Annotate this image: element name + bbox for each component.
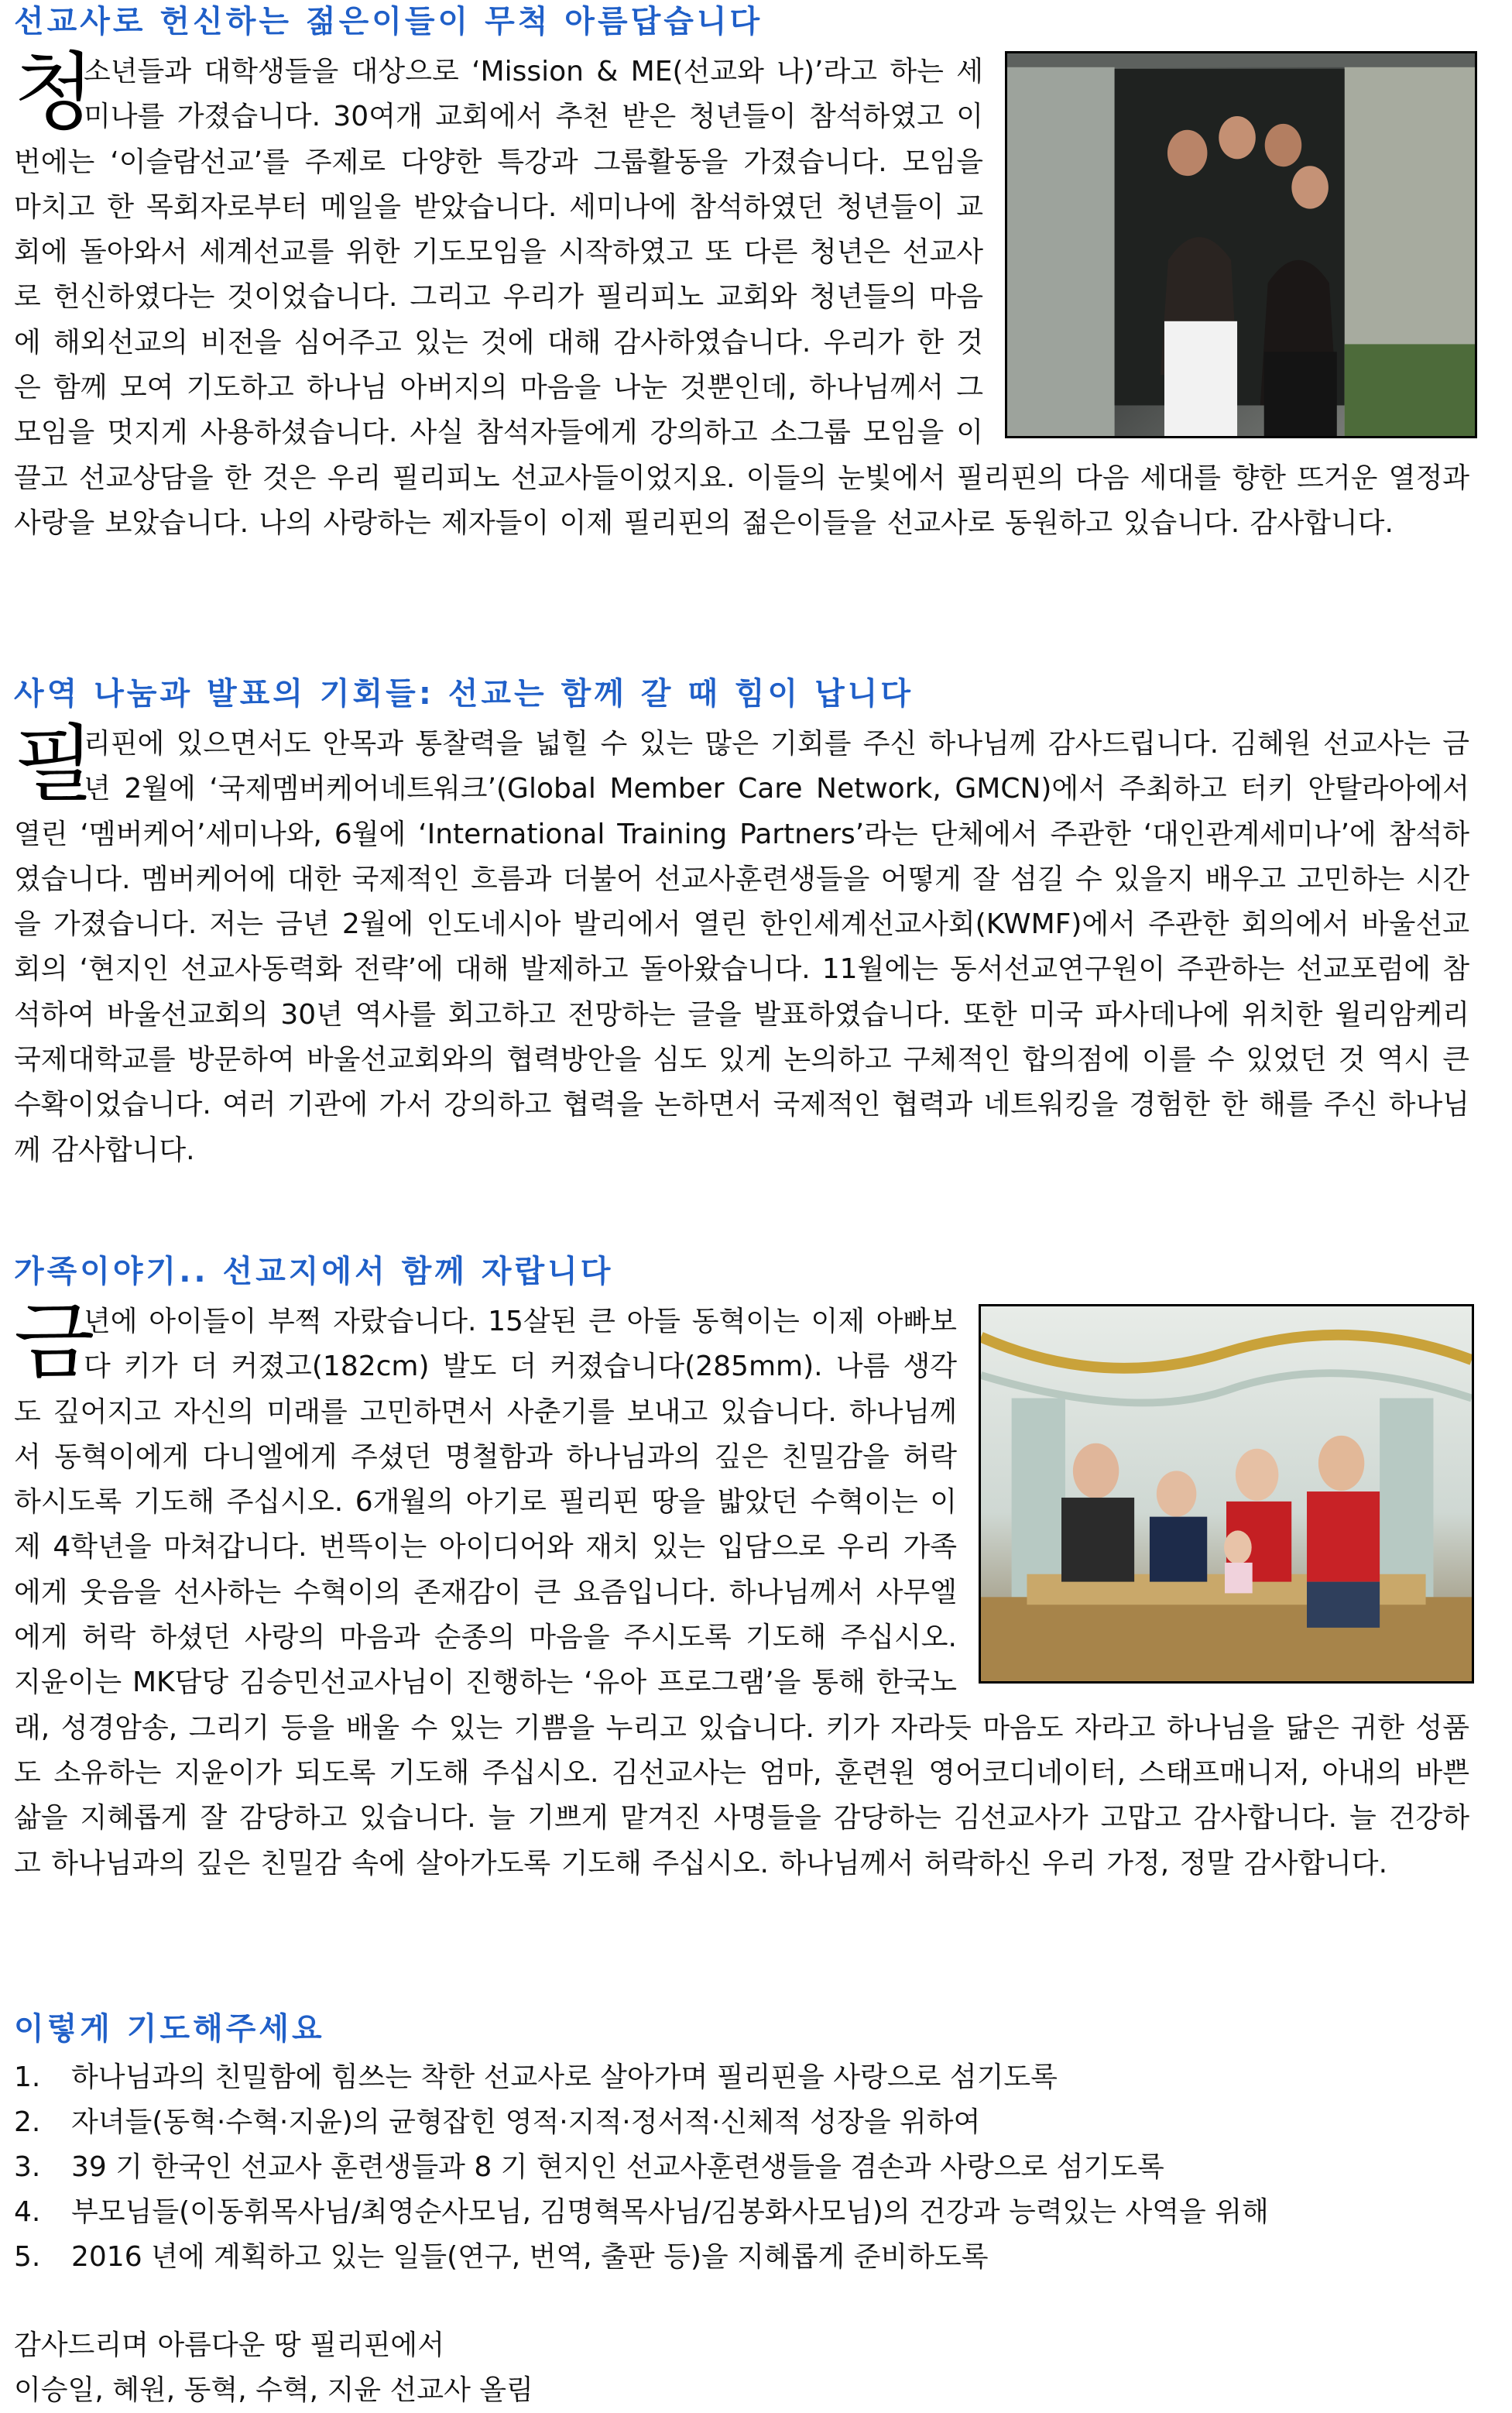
prayer-item-number: 3. [14,2151,41,2183]
section-body [14,1294,1469,1886]
prayer-item-text: 자녀들(동혁·수혁·지윤)의 균형잡힌 영적·지적·정서적·신체적 성장을 위하여 [71,2106,981,2138]
prayer-item [14,2100,1469,2145]
closing-line: 감사드리며 아름다운 땅 필리핀에서 [14,2329,444,2361]
section-body [14,716,1469,1173]
section-body [14,44,1469,546]
prayer-item-text: 부모님들(이동휘목사님/최영순사모님, 김명혁목사님/김봉화사모님)의 건강과 능력있는 사역을 위해 [71,2196,1269,2228]
closing-signature [14,2323,1469,2413]
section-prayer-requests [14,2009,1469,2280]
photo-family-image [981,1306,1472,1681]
drop-cap: 청 [14,44,95,141]
section-youth-mission [14,2,1469,546]
drop-cap: 금 [14,1294,95,1391]
prayer-item [14,2190,1469,2235]
section-text: 리핀에 있으면서도 안목과 통찰력을 넓힐 수 있는 많은 기회를 주신 하나님께 감사드립니다. 김혜원 선교사는 금년 2월에 ‘국제멤버케어네트워크’(Global Member Care Network, GMCN)에서 주최하고 터키 안탈라아에서 열린 ‘멤버케어’세미나와, 6월에 ‘International Training Partners’라는 단체에서 주관한 ‘대인관계세미나’에 참석하였습니다. 멤버케어에 대한 국제적인 흐름과 더불어 선교사훈련생들을 어떻게 잘 섬길 수 있을지 배우고 고민하는 시간을 가졌습니다. 저는 금년 2월에 인도네시아 발리에서 열린 한인세계선교사회(KWMF)에서 주관한 회의에서 바울선교회의 ‘현지인 선교사동력화 전략’에 대해 발제하고 돌아왔습니다. 11월에는 동서선교연구원이 주관하는 선교포럼에 참석하여 바울선교회의 30년 역사를 회고하고 전망하는 글을 발표하였습니다. 또한 미국 파사데나에 위치한 윌리암케리 국제대학교를 방문하여 바울선교회와의 협력방안을 심도 있게 논의하고 구체적인 합의점에 이를 수 있었던 것 역시 큰 수확이었습니다. 여러 기관에 가서 강의하고 협력을 논하면서 국제적인 협력과 네트워킹을 경험한 한 해를 주신 하나님께 감사합니다. [14,728,1469,1166]
prayer-item-text: 2016 년에 계획하고 있는 일들(연구, 번역, 출판 등)을 지혜롭게 준비하도록 [71,2241,989,2273]
section-text: 년에 아이들이 부쩍 자랐습니다. 15살된 큰 아들 동혁이는 이제 아빠보다 키가 더 커졌고(182cm) 발도 더 커졌습니다(285mm). 나름 생각도 깊어지고 자신의 미래를 고민하면서 사춘기를 보내고 있습니다. 하나님께서 동혁이에게 다니엘에게 주셨던 명철함과 하나님과의 깊은 친밀감을 허락하시도록 기도해 주십시오. 6개월의 아기로 필리핀 땅을 밟았던 수혁이는 이제 4학년을 마쳐갑니다. 번뜩이는 아이디어와 재치 있는 입담으로 우리 가족에게 웃음을 선사하는 수혁이의 존재감이 큰 요즘입니다. 하나님께서 사무엘에게 허락 하셨던 사랑의 마음과 순종의 마음을 주시도록 기도해 주십시오. 지윤이는 MK담당 김승민선교사님이 진행하는 ‘유아 프로그램’을 통해 한국노래, 성경암송, 그리기 등을 배울 수 있는 기쁨을 누리고 있습니다. 키가 자라듯 마음도 자라고 하나님을 닮은 귀한 성품도 소유하는 지윤이가 되도록 기도해 주십시오. 김선교사는 엄마, 훈련원 영어코디네이터, 스태프매니저, 아내의 바쁜 삶을 지혜롭게 잘 감당하고 있습니다. 늘 기쁘게 맡겨진 사명들을 감당하는 김선교사가 고맙고 감사합니다. 늘 건강하고 하나님과의 깊은 친밀감 속에 살아가도록 기도해 주십시오. 하나님께서 허락하신 우리 가정, 정말 감사합니다. [14,1306,1469,1879]
photo-youth-in-van-image [1007,53,1475,436]
section-text: 소년들과 대학생들을 대상으로 ‘Mission & ME(선교와 나)’라고 하는 세미나를 가졌습니다. 30여개 교회에서 추천 받은 청년들이 참석하였고 이번에는 ‘이슬람선교’를 주제로 다양한 특강과 그룹활동을 가졌습니다. 모임을 마치고 한 목회자로부터 메일을 받았습니다. 세미나에 참석하였던 청년들이 교회에 돌아와서 세계선교를 위한 기도모임을 시작하였고 또 다른 청년은 선교사로 헌신하였다는 것이었습니다. 그리고 우리가 필리피노 교회와 청년들의 마음에 해외선교의 비전을 심어주고 있는 것에 대해 감사하였습니다. 우리가 한 것은 함께 모여 기도하고 하나님 아버지의 마음을 나눈 것뿐인데, 하나님께서 그 모임을 멋지게 사용하셨습니다. 사실 참석자들에게 강의하고 소그룹 모임을 이끌고 선교상담을 한 것은 우리 필리피노 선교사들이었지요. 이들의 눈빛에서 필리핀의 다음 세대를 향한 뜨거운 열정과 사랑을 보았습니다. 나의 사랑하는 제자들이 이제 필리핀의 젊은이들을 선교사로 동원하고 있습니다. 감사합니다. [14,56,1469,539]
prayer-item [14,2145,1469,2190]
photo-family [979,1304,1474,1684]
section-title: 가족이야기.. 선교지에서 함께 자랍니다 [14,1254,614,1289]
prayer-list [14,2055,1469,2280]
drop-cap: 필 [14,716,95,813]
photo-youth-in-van [1005,51,1477,438]
section-title: 선교사로 헌신하는 젊은이들이 무척 아름답습니다 [14,4,763,39]
section-family-story [14,1251,1469,1886]
prayer-item [14,2055,1469,2100]
prayer-item-text: 하나님과의 친밀함에 힘쓰는 착한 선교사로 살아가며 필리핀을 사랑으로 섬기도록 [71,2061,1058,2093]
prayer-item-number: 2. [14,2106,41,2138]
prayer-item [14,2235,1469,2280]
prayer-item-text: 39 기 한국인 선교사 훈련생들과 8 기 현지인 선교사훈련생들을 겸손과 사랑으로 섬기도록 [71,2151,1164,2183]
prayer-item-number: 4. [14,2196,41,2228]
prayer-title: 이렇게 기도해주세요 [14,2011,325,2047]
section-ministry-sharing [14,674,1469,1173]
prayer-item-number: 5. [14,2241,41,2273]
section-title: 사역 나눔과 발표의 기회들: 선교는 함께 갈 때 힘이 납니다 [14,676,914,712]
prayer-item-number: 1. [14,2061,41,2093]
signature-line: 이승일, 혜원, 동혁, 수혁, 지윤 선교사 올림 [14,2374,533,2406]
